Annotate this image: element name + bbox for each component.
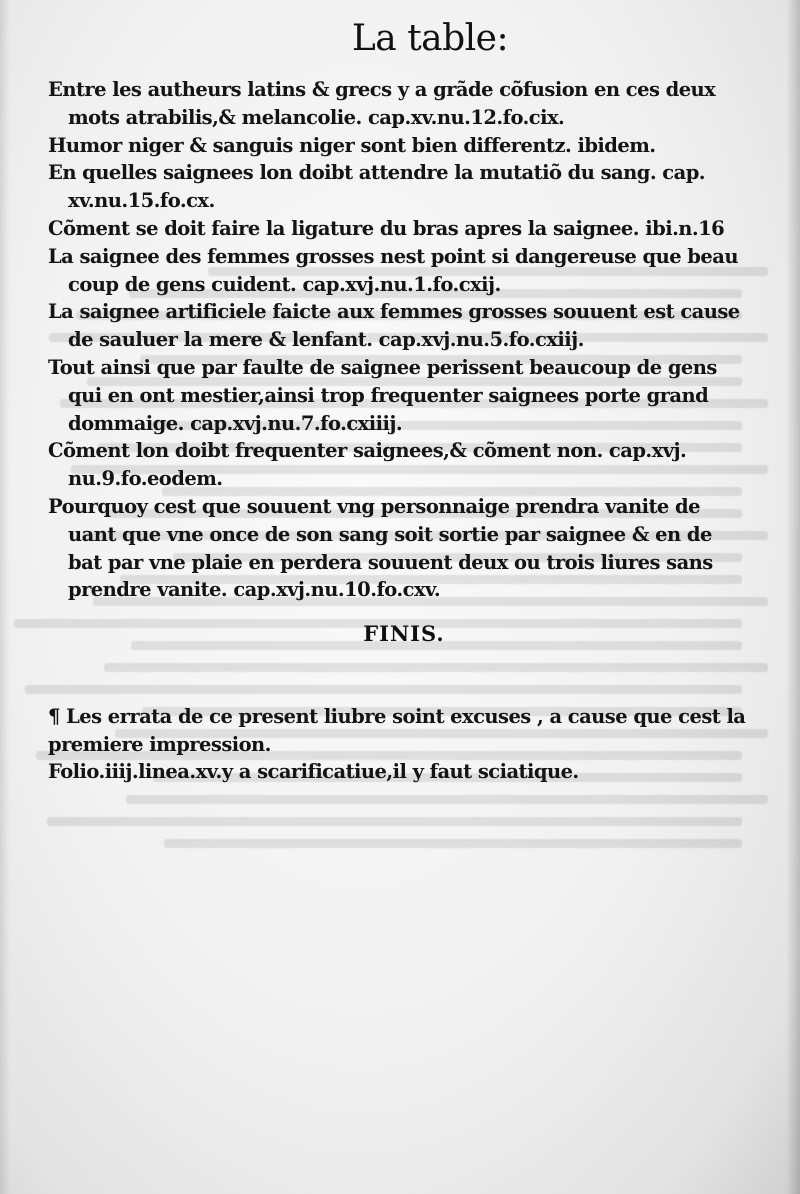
entry-line: qui en ont mestier,ainsi trop frequenter saignees porte grand [68, 383, 709, 407]
errata-line: ¶ Les errata de ce present liubre soint excuses , a cause que cest la [48, 705, 746, 728]
entry-line: coup de gens cuident. cap.xvj.nu.1.fo.cxij. [68, 272, 501, 296]
show-through-line [104, 663, 768, 672]
entry-line: La saignee des femmes grosses nest point si dangereuse que beau [48, 244, 738, 268]
entry-line: uant que vne once de son sang soit sortie par saignee & en de [68, 522, 712, 546]
entry-line: xv.nu.15.fo.cx. [68, 189, 215, 213]
entry-line: Tout ainsi que par faulte de saignee perissent beaucoup de gens [48, 355, 717, 379]
errata-block [48, 703, 760, 786]
table-entry [48, 159, 760, 215]
table-entry [48, 437, 760, 493]
table-entry [48, 215, 760, 243]
table-entry [48, 243, 760, 299]
table-entry [48, 132, 760, 160]
entry-line: dommaige. cap.xvj.nu.7.fo.cxiiij. [68, 411, 403, 435]
entry-line: Humor niger & sanguis niger sont bien differentz. ibidem. [48, 133, 656, 157]
entry-line: Cõment lon doibt frequenter saignees,& cõment non. cap.xvj. [48, 439, 687, 463]
table-entries [48, 76, 760, 604]
table-entry [48, 298, 760, 354]
page-title: La table: [351, 18, 509, 59]
table-entry [48, 76, 760, 132]
errata-line: Folio.iiij.linea.xv.y a scarificatiue,il y faut sciatique. [48, 760, 579, 784]
table-entry [48, 354, 760, 437]
show-through-line [47, 817, 742, 826]
entry-line: bat par vne plaie en perdera souuent deux ou trois liures sans [68, 550, 713, 574]
show-through-line [126, 795, 768, 804]
show-through-line [25, 685, 742, 694]
entry-line: Cõment se doit faire la ligature du bras apres la saignee. ibi.n.16 [48, 216, 725, 240]
entry-line: prendre vanite. cap.xvj.nu.10.fo.cxv. [68, 578, 441, 602]
entry-line: de sauluer la mere & lenfant. cap.xvj.nu.5.fo.cxiij. [68, 328, 584, 352]
page-shadow-right [786, 0, 800, 1194]
entry-line: nu.9.fo.eodem. [68, 467, 223, 491]
table-entry [48, 493, 760, 604]
entry-line: La saignee artificiele faicte aux femmes grosses souuent est cause [48, 300, 740, 324]
entry-line: En quelles saignees lon doibt attendre la mutatiõ du sang. cap. [48, 161, 706, 185]
errata-line: premiere impression. [48, 732, 271, 756]
page-shadow-left [0, 0, 10, 1194]
entry-line: Entre les autheurs latins & grecs y a grãde cõfusion en ces deux [48, 78, 716, 101]
entry-line: Pourquoy cest que souuent vng personnaige prendra vanite de [48, 494, 700, 518]
show-through-line [164, 839, 742, 848]
finis-heading: FINIS. [363, 621, 445, 646]
entry-line: mots atrabilis,& melancolie. cap.xv.nu.12.fo.cix. [68, 105, 565, 129]
